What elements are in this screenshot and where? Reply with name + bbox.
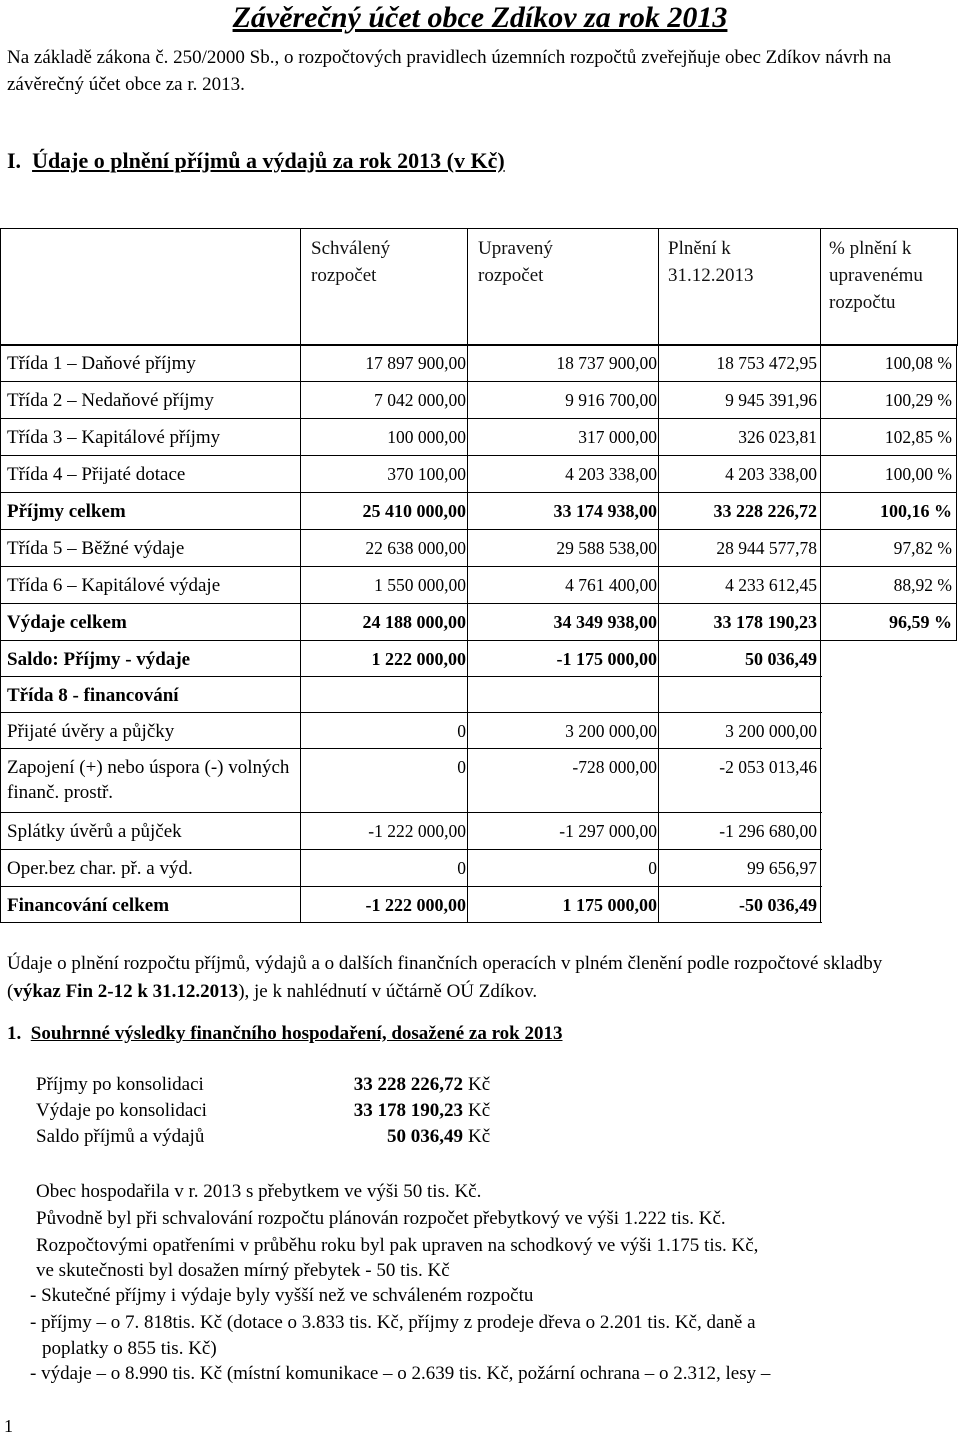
cell-c3: -50 036,49: [739, 895, 817, 915]
cell-c1: 25 410 000,00: [362, 501, 466, 521]
section-number: I.: [7, 148, 22, 173]
cell-c1: 100 000,00: [387, 427, 466, 447]
row-label: Přijaté úvěry a půjčky: [7, 721, 175, 742]
note-text: Údaje o plnění rozpočtu příjmů, výdajů a o dalších finančních operacích v plném členění podle rozpočtové skladby (: [7, 953, 883, 1002]
cell-c2: 1 175 000,00: [562, 895, 657, 915]
row-divider: [0, 344, 822, 345]
cell-c1: 370 100,00: [387, 464, 466, 484]
note-text: ), je k nahlédnutí v účtárně OÚ Zdíkov.: [238, 981, 538, 1002]
cell-c1: 17 897 900,00: [365, 353, 466, 373]
cell-c2: 3 200 000,00: [565, 721, 657, 741]
summary-label: Výdaje po konsolidaci: [36, 1100, 207, 1121]
cell-c1: 0: [457, 721, 466, 741]
cell-c4: 100,00 %: [884, 464, 952, 484]
budget-table: [0, 228, 960, 922]
summary-unit: Kč: [468, 1074, 491, 1095]
row-divider: [0, 712, 822, 713]
row-divider: [0, 922, 822, 923]
row-label: Oper.bez char. př. a výd.: [7, 858, 193, 879]
cell-c4: 88,92 %: [893, 575, 952, 595]
cell-c2: 18 737 900,00: [556, 353, 657, 373]
row-divider: [0, 676, 822, 677]
row-label: Třída 4 – Přijaté dotace: [7, 464, 186, 485]
subsection-number: 1.: [7, 1023, 22, 1044]
cell-c1: -1 222 000,00: [365, 895, 466, 915]
row-label: Příjmy celkem: [7, 501, 126, 522]
document-title: Závěrečný účet obce Zdíkov za rok 2013: [232, 1, 728, 34]
intro-paragraph: Na základě zákona č. 250/2000 Sb., o rozpočtových pravidlech územních rozpočtů zveřejňuje obec Zdíkov návrh na závěrečný účet obce za r. 2013.: [7, 47, 892, 95]
row-divider: [0, 603, 822, 604]
cell-c3: 3 200 000,00: [725, 721, 817, 741]
cell-c3: 99 656,97: [747, 858, 817, 878]
row-divider: [0, 381, 822, 382]
cell-c2: -1 297 000,00: [559, 821, 657, 841]
row-divider: [0, 566, 822, 567]
row-label: Třída 2 – Nedaňové příjmy: [7, 390, 214, 411]
cell-c2: -1 175 000,00: [556, 649, 657, 669]
commentary-line: Obec hospodařila v r. 2013 s přebytkem ve výši 50 tis. Kč.: [36, 1181, 482, 1202]
row-divider: [820, 418, 957, 419]
cell-c3: 4 203 338,00: [725, 464, 817, 484]
row-label: Splátky úvěrů a půjček: [7, 821, 182, 842]
row-divider: [0, 492, 822, 493]
cell-c2: 33 174 938,00: [553, 501, 657, 521]
cell-c2: 34 349 938,00: [553, 612, 657, 632]
summary-label: Příjmy po konsolidaci: [36, 1074, 204, 1095]
commentary-line: - Skutečné příjmy i výdaje byly vyšší než ve schváleném rozpočtu: [30, 1285, 534, 1306]
cell-c2: 4 203 338,00: [565, 464, 657, 484]
row-label: Třída 3 – Kapitálové příjmy: [7, 427, 221, 448]
fin-report-note: [7, 950, 937, 1006]
row-divider: [0, 849, 822, 850]
row-divider: [0, 529, 822, 530]
section-heading: [7, 146, 505, 176]
cell-c3: -1 296 680,00: [719, 821, 817, 841]
row-divider: [820, 566, 957, 567]
commentary-line: ve skutečnosti byl dosažen mírný přebytek - 50 tis. Kč: [36, 1260, 450, 1281]
row-divider: [820, 529, 957, 530]
page-number: 1: [4, 1416, 13, 1436]
cell-c3: 4 233 612,45: [725, 575, 817, 595]
row-divider: [0, 418, 822, 419]
cell-c2: 4 761 400,00: [565, 575, 657, 595]
cell-c3: 326 023,81: [738, 427, 817, 447]
row-label: Financování celkem: [7, 895, 170, 916]
summary-value: 33 178 190,23: [353, 1100, 463, 1121]
row-label: Výdaje celkem: [7, 612, 127, 633]
cell-c2: 9 916 700,00: [565, 390, 657, 410]
column-divider: [467, 344, 468, 922]
row-label: Třída 6 – Kapitálové výdaje: [7, 575, 221, 596]
column-divider: [820, 344, 821, 922]
column-divider: [658, 344, 659, 922]
row-label: Třída 1 – Daňové příjmy: [7, 353, 196, 374]
header-plneni: Plnění k 31.12.2013: [668, 238, 754, 286]
cell-c1: 0: [457, 757, 466, 777]
summary-value: 33 228 226,72: [353, 1074, 463, 1095]
summary-unit: Kč: [468, 1126, 491, 1147]
header-schvaleny: Schválený rozpočet: [311, 238, 391, 286]
cell-c2: 0: [648, 858, 657, 878]
subsection-heading: [7, 1020, 563, 1048]
cell-c1: -1 222 000,00: [368, 821, 466, 841]
header-upraveny: Upravený rozpočet: [478, 238, 553, 286]
cell-c4: 96,59 %: [889, 612, 952, 632]
header-divider: [467, 228, 468, 344]
row-label: Zapojení (+) nebo úspora (-) volných finanč. prostř.: [7, 757, 290, 803]
row-divider: [0, 812, 822, 813]
commentary-line: Původně byl při schvalování rozpočtu plánován rozpočet přebytkový ve výši 1.222 tis. Kč.: [36, 1208, 726, 1229]
row-divider: [820, 381, 957, 382]
header-procento: % plnění k upravenému rozpočtu: [829, 238, 923, 313]
column-divider: [300, 344, 301, 922]
commentary-line: - výdaje – o 8.990 tis. Kč (místní komunikace – o 2.639 tis. Kč, požární ochrana – o 2.312, lesy –: [30, 1363, 771, 1384]
cell-c1: 7 042 000,00: [374, 390, 466, 410]
report-name: výkaz Fin 2-12 k 31.12.2013: [13, 981, 239, 1002]
header-divider: [820, 228, 821, 344]
cell-c4: 100,29 %: [884, 390, 952, 410]
row-label: Třída 5 – Běžné výdaje: [7, 538, 185, 559]
cell-c3: 50 036,49: [745, 649, 817, 669]
cell-c2: 29 588 538,00: [556, 538, 657, 558]
row-divider: [820, 492, 957, 493]
summary-value: 50 036,49: [387, 1126, 463, 1147]
row-divider: [820, 455, 957, 456]
cell-c2: -728 000,00: [572, 757, 657, 777]
row-divider: [0, 748, 822, 749]
commentary-line: - příjmy – o 7. 818tis. Kč (dotace o 3.833 tis. Kč, příjmy z prodeje dřeva o 2.201 tis. Kč, daně a: [30, 1312, 756, 1333]
cell-c1: 22 638 000,00: [365, 538, 466, 558]
cell-c3: -2 053 013,46: [719, 757, 817, 777]
cell-c4: 100,16 %: [880, 501, 952, 521]
cell-c1: 1 550 000,00: [374, 575, 466, 595]
section-title: Údaje o plnění příjmů a výdajů za rok 2013 (v Kč): [32, 148, 505, 173]
cell-c4: 102,85 %: [884, 427, 952, 447]
subsection-title: Souhrnné výsledky finančního hospodaření, dosažené za rok 2013: [30, 1023, 563, 1044]
header-divider: [300, 228, 301, 344]
cell-c3: 33 228 226,72: [713, 501, 817, 521]
commentary-line: Rozpočtovými opatřeními v průběhu roku byl pak upraven na schodkový ve výši 1.175 tis. Kč,: [36, 1235, 759, 1256]
column-divider: [0, 344, 1, 922]
row-label: Saldo: Příjmy - výdaje: [7, 649, 191, 670]
row-divider: [820, 344, 957, 345]
cell-c3: 18 753 472,95: [716, 353, 817, 373]
cell-c4: 97,82 %: [893, 538, 952, 558]
summary-unit: Kč: [468, 1100, 491, 1121]
cell-c1: 24 188 000,00: [362, 612, 466, 632]
row-divider: [820, 640, 957, 641]
commentary-line: poplatky o 855 tis. Kč): [42, 1338, 217, 1359]
row-divider: [0, 886, 822, 887]
row-divider: [0, 455, 822, 456]
cell-c3: 33 178 190,23: [713, 612, 817, 632]
row-divider: [0, 640, 822, 641]
row-label: Třída 8 - financování: [7, 685, 179, 706]
cell-c1: 1 222 000,00: [371, 649, 466, 669]
cell-c1: 0: [457, 858, 466, 878]
row-divider: [820, 603, 957, 604]
header-divider: [658, 228, 659, 344]
cell-c4: 100,08 %: [884, 353, 952, 373]
cell-c3: 9 945 391,96: [725, 390, 817, 410]
cell-c3: 28 944 577,78: [716, 538, 817, 558]
cell-c2: 317 000,00: [578, 427, 657, 447]
summary-label: Saldo příjmů a výdajů: [36, 1126, 205, 1147]
